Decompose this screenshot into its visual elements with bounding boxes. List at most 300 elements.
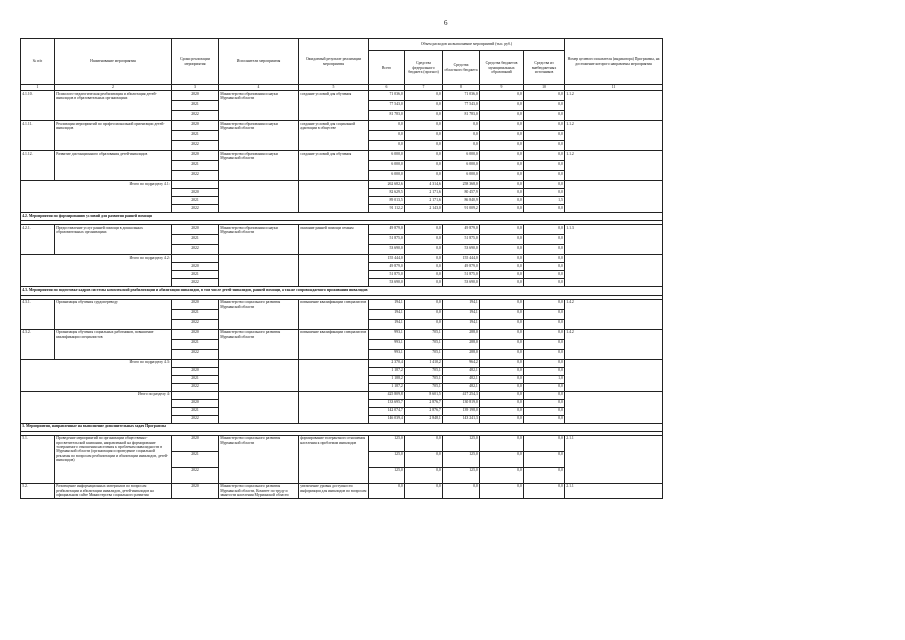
value-regional: 288,0 xyxy=(443,349,480,359)
value-total: 1 187,2 xyxy=(369,367,405,375)
value-regional: 0,0 xyxy=(443,141,480,151)
measure-number: 4.1.11. xyxy=(21,121,55,151)
value-total: 53 690,0 xyxy=(369,279,405,287)
value-federal: 0,0 xyxy=(405,111,443,121)
value-regional: 155 444,0 xyxy=(443,255,480,263)
value-extrabudget: 0,0 xyxy=(524,415,565,423)
value-total: 6 000,0 xyxy=(369,151,405,161)
value-federal: 0,0 xyxy=(405,101,443,111)
value-municipal: 0,0 xyxy=(480,255,524,263)
value-federal: 0,0 xyxy=(405,141,443,151)
value-regional: 6 000,0 xyxy=(443,171,480,181)
section-title: 4.3. Мероприятия по подготовке кадров системы комплексной реабилитации и абилитации инвалидов, в том числе детей-инвалидов, ранней помощи, а также сопровождаемого проживания инвалидов xyxy=(21,287,663,295)
measure-indicator: 1.1.2 xyxy=(565,151,663,181)
value-regional: 51 875,0 xyxy=(443,235,480,245)
header-federal: Средства федерального бюджета (прогноз) xyxy=(405,51,443,85)
value-total: 6 000,0 xyxy=(369,171,405,181)
value-total: 53 690,0 xyxy=(369,245,405,255)
value-extrabudget: 0,0 xyxy=(524,161,565,171)
total-year: 2021 xyxy=(172,375,219,383)
value-federal: 0,0 xyxy=(405,279,443,287)
value-total: 1 188,2 xyxy=(369,375,405,383)
total-year: 2021 xyxy=(172,197,219,205)
column-number: 4 xyxy=(219,85,299,91)
value-federal: 2 848,1 xyxy=(405,415,443,423)
value-extrabudget: 0,0 xyxy=(524,359,565,367)
measure-result: создание условий для обучения xyxy=(299,91,369,121)
value-extrabudget: 0,0 xyxy=(524,483,565,498)
total-row xyxy=(21,359,663,367)
value-total: 49 879,0 xyxy=(369,225,405,235)
value-total: 155 444,0 xyxy=(369,255,405,263)
value-regional: 49 879,0 xyxy=(443,225,480,235)
value-regional: 125,0 xyxy=(443,451,480,467)
page-number: 6 xyxy=(444,19,448,27)
value-municipal: 0,0 xyxy=(480,171,524,181)
header-executor: Исполнители мероприятия xyxy=(219,39,299,85)
value-municipal: 0,0 xyxy=(480,407,524,415)
value-total: 51 875,0 xyxy=(369,271,405,279)
total-year: 2020 xyxy=(172,189,219,197)
value-municipal: 0,0 xyxy=(480,319,524,329)
measure-year: 2021 xyxy=(172,101,219,111)
table-row xyxy=(21,91,663,101)
measure-executor: Министерство социального развития Мурманской области xyxy=(219,329,299,359)
total-year: 2020 xyxy=(172,263,219,271)
measure-year: 2021 xyxy=(172,451,219,467)
measure-indicator: 1.4.2 xyxy=(565,299,663,329)
total-empty xyxy=(299,359,369,391)
total-year: 2022 xyxy=(172,383,219,391)
value-federal: 0,0 xyxy=(405,319,443,329)
value-federal: 0,0 xyxy=(405,245,443,255)
measure-number: 4.1.12. xyxy=(21,151,55,181)
value-municipal: 0,0 xyxy=(480,415,524,423)
value-extrabudget: 0,0 xyxy=(524,349,565,359)
total-year-blank xyxy=(172,255,219,263)
value-municipal: 0,0 xyxy=(480,359,524,367)
section-row xyxy=(21,287,663,295)
value-total: 425 809,8 xyxy=(369,391,405,399)
measure-year: 2022 xyxy=(172,319,219,329)
measure-indicator: 1.1.2 xyxy=(565,91,663,121)
measure-executor: Министерство социального развития Мурманской области xyxy=(219,299,299,329)
measure-result: повышение квалификации специалистов xyxy=(299,329,369,359)
value-regional: 53 690,0 xyxy=(443,245,480,255)
header-name: Наименование мероприятия xyxy=(55,39,172,85)
value-regional: 130 819,0 xyxy=(443,399,480,407)
value-extrabudget: 0,0 xyxy=(524,255,565,263)
table-row xyxy=(21,329,663,339)
total-empty xyxy=(565,181,663,213)
header-num: № п/п xyxy=(21,39,55,85)
measure-year: 2021 xyxy=(172,339,219,349)
value-municipal: 0,0 xyxy=(480,151,524,161)
total-empty xyxy=(299,181,369,213)
value-regional: 288,0 xyxy=(443,339,480,349)
measure-name: Реализация мероприятий по профессиональной ориентации детей-инвалидов xyxy=(55,121,172,151)
column-number: 6 xyxy=(369,85,405,91)
value-extrabudget: 0,0 xyxy=(524,235,565,245)
value-total: 125,0 xyxy=(369,467,405,483)
value-federal: 1 410,2 xyxy=(405,359,443,367)
header-term: Сроки реализации мероприятия xyxy=(172,39,219,85)
value-extrabudget: 0,0 xyxy=(524,383,565,391)
value-municipal: 0,0 xyxy=(480,391,524,399)
value-extrabudget: 0,0 xyxy=(524,101,565,111)
total-empty xyxy=(219,181,299,213)
value-municipal: 0,0 xyxy=(480,111,524,121)
measure-year: 2020 xyxy=(172,151,219,161)
value-total: 6 000,0 xyxy=(369,161,405,171)
value-total: 1 187,2 xyxy=(369,383,405,391)
header-extrabudget: Средства из внебюджетных источников xyxy=(524,51,565,85)
value-regional: 482,1 xyxy=(443,375,480,383)
value-municipal: 0,0 xyxy=(480,121,524,131)
value-total: 91 112,2 xyxy=(369,205,405,213)
value-extrabudget: 0,0 xyxy=(524,329,565,339)
header-volume: Объем расходов на выполнение мероприятий (тыс. руб.) xyxy=(369,39,565,51)
value-municipal: 0,0 xyxy=(480,225,524,235)
value-federal: 0,0 xyxy=(405,131,443,141)
value-federal: 2 171,6 xyxy=(405,197,443,205)
header-municipal: Средства бюджетов муниципальных образований xyxy=(480,51,524,85)
value-federal: 705,1 xyxy=(405,349,443,359)
value-total: 133 695,7 xyxy=(369,399,405,407)
value-regional: 80 457,9 xyxy=(443,189,480,197)
value-federal: 0,0 xyxy=(405,161,443,171)
value-total: 993,1 xyxy=(369,339,405,349)
measure-executor: Министерство образования и науки Мурманской области xyxy=(219,151,299,181)
value-municipal: 0,0 xyxy=(480,101,524,111)
measure-indicator: 2.1.1 xyxy=(565,435,663,483)
value-total: 71 036,0 xyxy=(369,91,405,101)
measure-name: Проведение мероприятий по организации общественно-просветительской кампании, направленной на формирование толерантного отношения населения к проблемам инвалидности в Мурманской области (организация и проведение социальной рекламы по вопросам реабилитации и абилитации инвалидов, детей-инвалидов) xyxy=(55,435,172,483)
value-total: 49 879,0 xyxy=(369,263,405,271)
column-number: 5 xyxy=(299,85,369,91)
table-row xyxy=(21,225,663,235)
value-total: 89 013,5 xyxy=(369,197,405,205)
value-regional: 139 198,0 xyxy=(443,407,480,415)
value-extrabudget: 0,0 xyxy=(524,309,565,319)
value-total: 194,1 xyxy=(369,309,405,319)
value-total: 194,1 xyxy=(369,319,405,329)
measure-executor: Министерство социального развития Мурманской области xyxy=(219,435,299,483)
measure-year: 2020 xyxy=(172,121,219,131)
value-federal: 0,0 xyxy=(405,263,443,271)
value-extrabudget: 0,0 xyxy=(524,407,565,415)
measure-year: 2020 xyxy=(172,483,219,498)
measure-year: 2022 xyxy=(172,111,219,121)
value-regional: 482,1 xyxy=(443,367,480,375)
value-extrabudget: 1,5 xyxy=(524,197,565,205)
total-label: Итого по разделу 4: xyxy=(21,391,172,423)
measure-year: 2021 xyxy=(172,161,219,171)
measure-executor: Министерство образования и науки Мурманской области xyxy=(219,121,299,151)
table-row xyxy=(21,151,663,161)
value-total: 0,0 xyxy=(369,131,405,141)
total-empty xyxy=(565,391,663,423)
value-extrabudget: 0,0 xyxy=(524,451,565,467)
value-regional: 482,1 xyxy=(443,383,480,391)
value-regional: 81 783,0 xyxy=(443,111,480,121)
measure-year: 2022 xyxy=(172,171,219,181)
value-extrabudget: 0,0 xyxy=(524,141,565,151)
value-extrabudget: 0,0 xyxy=(524,131,565,141)
total-empty xyxy=(219,255,299,287)
measure-indicator: 1.1.3 xyxy=(565,225,663,255)
value-federal: 0,0 xyxy=(405,309,443,319)
value-municipal: 0,0 xyxy=(480,375,524,383)
value-regional: 71 036,0 xyxy=(443,91,480,101)
value-total: 51 875,0 xyxy=(369,235,405,245)
value-total: 77 543,0 xyxy=(369,101,405,111)
measure-result: повышение квалификации специалистов xyxy=(299,299,369,329)
value-municipal: 0,0 xyxy=(480,205,524,213)
measure-year: 2020 xyxy=(172,91,219,101)
column-number: 10 xyxy=(524,85,565,91)
value-federal: 0,0 xyxy=(405,235,443,245)
measure-result: увеличение уровня доступности информации для инвалидов по вопросам xyxy=(299,483,369,498)
value-federal: 2 171,6 xyxy=(405,189,443,197)
value-federal: 705,1 xyxy=(405,367,443,375)
column-number: 1 xyxy=(21,85,55,91)
measure-number: 4.2.1. xyxy=(21,225,55,255)
total-year-blank xyxy=(172,359,219,367)
value-federal: 705,1 xyxy=(405,329,443,339)
measure-name: Размещение информационных материалов по вопросам реабилитации и абилитации инвалидов, детей-инвалидов на официальном сайте Министерства социального развития xyxy=(55,483,172,498)
value-extrabudget: 0,0 xyxy=(524,399,565,407)
table-row xyxy=(21,299,663,309)
value-municipal: 0,0 xyxy=(480,271,524,279)
value-regional: 49 879,0 xyxy=(443,263,480,271)
measure-result: формирование толерантного отношения населения к проблемам инвалидов xyxy=(299,435,369,483)
value-extrabudget: 0,0 xyxy=(524,245,565,255)
value-extrabudget: 0,0 xyxy=(524,319,565,329)
measure-result: создание условий для обучения xyxy=(299,151,369,181)
value-federal: 705,1 xyxy=(405,339,443,349)
value-federal: 0,0 xyxy=(405,271,443,279)
value-extrabudget: 0,0 xyxy=(524,299,565,309)
measure-year: 2022 xyxy=(172,467,219,483)
measure-indicator: 1.1.2 xyxy=(565,121,663,151)
header-total: Всего xyxy=(369,51,405,85)
total-year: 2020 xyxy=(172,399,219,407)
value-municipal: 0,0 xyxy=(480,263,524,271)
value-federal: 0,0 xyxy=(405,467,443,483)
value-extrabudget: 1,0 xyxy=(524,375,565,383)
section-row xyxy=(21,213,663,221)
measure-indicator: 2.1.1 xyxy=(565,483,663,498)
value-regional: 258 368,0 xyxy=(443,181,480,189)
value-regional: 194,1 xyxy=(443,309,480,319)
total-label: Итого по подразделу 4.1: xyxy=(21,181,172,213)
value-regional: 0,0 xyxy=(443,121,480,131)
total-year: 2022 xyxy=(172,279,219,287)
value-regional: 194,1 xyxy=(443,319,480,329)
value-municipal: 0,0 xyxy=(480,189,524,197)
value-extrabudget: 0,0 xyxy=(524,279,565,287)
column-number: 8 xyxy=(443,85,480,91)
measure-name: Организация обучения сурдопереводу xyxy=(55,299,172,329)
value-municipal: 0,0 xyxy=(480,91,524,101)
measure-year: 2022 xyxy=(172,141,219,151)
value-total: 194,1 xyxy=(369,299,405,309)
value-extrabudget: 0,0 xyxy=(524,263,565,271)
measure-year: 2020 xyxy=(172,329,219,339)
value-municipal: 0,0 xyxy=(480,131,524,141)
measure-year: 2021 xyxy=(172,235,219,245)
value-regional: 53 690,0 xyxy=(443,279,480,287)
value-total: 0,0 xyxy=(369,483,405,498)
measure-name: Психолого-педагогическая реабилитация и абилитация детей-инвалидов в образовательных организациях xyxy=(55,91,172,121)
total-empty xyxy=(299,391,369,423)
measure-number: 4.3.1. xyxy=(21,299,55,329)
value-total: 82 629,5 xyxy=(369,189,405,197)
column-number: 3 xyxy=(172,85,219,91)
value-total: 0,0 xyxy=(369,121,405,131)
value-municipal: 0,0 xyxy=(480,141,524,151)
value-municipal: 0,0 xyxy=(480,279,524,287)
value-municipal: 0,0 xyxy=(480,197,524,205)
program-measures-table xyxy=(20,38,663,499)
value-regional: 964,2 xyxy=(443,359,480,367)
value-total: 81 783,0 xyxy=(369,111,405,121)
total-label: Итого по подразделу 4.2: xyxy=(21,255,172,287)
value-regional: 143 241,3 xyxy=(443,415,480,423)
header-indicator: Номер целевого показателя (индикатора) Программы, на достижение которого направлены мероприятия xyxy=(565,39,663,85)
total-row xyxy=(21,255,663,263)
measure-executor: Министерство образования и науки Мурманской области xyxy=(219,91,299,121)
total-empty xyxy=(219,359,299,391)
value-regional: 125,0 xyxy=(443,435,480,451)
measure-year: 2022 xyxy=(172,349,219,359)
value-municipal: 0,0 xyxy=(480,329,524,339)
value-federal: 0,0 xyxy=(405,255,443,263)
value-federal: 0,0 xyxy=(405,121,443,131)
value-municipal: 0,0 xyxy=(480,245,524,255)
measure-number: 5.2. xyxy=(21,483,55,498)
value-extrabudget: 0,0 xyxy=(524,171,565,181)
column-number: 11 xyxy=(565,85,663,91)
total-empty xyxy=(565,255,663,287)
total-row xyxy=(21,181,663,189)
measure-number: 4.3.2. xyxy=(21,329,55,359)
value-municipal: 0,0 xyxy=(480,399,524,407)
value-regional: 0,0 xyxy=(443,483,480,498)
value-federal: 2 143,0 xyxy=(405,205,443,213)
value-extrabudget: 0,0 xyxy=(524,121,565,131)
value-total: 993,1 xyxy=(369,349,405,359)
value-regional: 91 009,2 xyxy=(443,205,480,213)
value-total: 125,0 xyxy=(369,435,405,451)
total-year-blank xyxy=(172,181,219,189)
value-federal: 0,0 xyxy=(405,91,443,101)
measure-year: 2020 xyxy=(172,225,219,235)
value-total: 125,0 xyxy=(369,451,405,467)
total-row xyxy=(21,391,663,399)
value-municipal: 0,0 xyxy=(480,367,524,375)
value-federal: 2 876,7 xyxy=(405,407,443,415)
measure-name: Развитие дистанционного образования детей-инвалидов xyxy=(55,151,172,181)
value-municipal: 0,0 xyxy=(480,161,524,171)
total-year: 2022 xyxy=(172,205,219,213)
value-federal: 705,1 xyxy=(405,383,443,391)
measure-name: Организация обучения социальных работников, повышение квалификации специалистов xyxy=(55,329,172,359)
value-extrabudget: 0,0 xyxy=(524,225,565,235)
value-total: 2 370,4 xyxy=(369,359,405,367)
value-extrabudget: 0,0 xyxy=(524,205,565,213)
value-federal: 0,0 xyxy=(405,225,443,235)
measure-executor: Министерство социального развития Мурманской области, Комитет по труду и занятости населения Мурманской области xyxy=(219,483,299,498)
column-number: 9 xyxy=(480,85,524,91)
measure-year: 2021 xyxy=(172,309,219,319)
value-federal: 0,0 xyxy=(405,435,443,451)
section-row xyxy=(21,423,663,431)
total-empty xyxy=(299,255,369,287)
measure-year: 2020 xyxy=(172,299,219,309)
total-empty xyxy=(219,391,299,423)
value-extrabudget: 0,0 xyxy=(524,111,565,121)
value-regional: 6 000,0 xyxy=(443,161,480,171)
value-federal: 0,0 xyxy=(405,151,443,161)
table-row xyxy=(21,121,663,131)
value-total: 262 682,6 xyxy=(369,181,405,189)
value-regional: 125,0 xyxy=(443,467,480,483)
value-federal: 0,0 xyxy=(405,171,443,181)
value-regional: 86 840,9 xyxy=(443,197,480,205)
value-regional: 51 875,0 xyxy=(443,271,480,279)
value-municipal: 0,0 xyxy=(480,235,524,245)
value-federal: 705,1 xyxy=(405,375,443,383)
value-extrabudget: 0,0 xyxy=(524,189,565,197)
measure-result: создание условий для социальной адаптации в обществе xyxy=(299,121,369,151)
value-extrabudget: 0,0 xyxy=(524,391,565,399)
column-number: 2 xyxy=(55,85,172,91)
value-federal: 4 314,6 xyxy=(405,181,443,189)
value-extrabudget: 0,0 xyxy=(524,151,565,161)
measure-year: 2020 xyxy=(172,435,219,451)
section-title: 4.2. Мероприятия по формированию условий для развития ранней помощи xyxy=(21,213,663,221)
total-year: 2021 xyxy=(172,271,219,279)
value-municipal: 0,0 xyxy=(480,483,524,498)
total-empty xyxy=(565,359,663,391)
measure-year: 2021 xyxy=(172,131,219,141)
value-municipal: 0,0 xyxy=(480,309,524,319)
value-total: 146 039,4 xyxy=(369,415,405,423)
value-extrabudget: 0,0 xyxy=(524,339,565,349)
measure-number: 4.1.10. xyxy=(21,91,55,121)
measure-indicator: 1.4.2 xyxy=(565,329,663,359)
value-municipal: 0,0 xyxy=(480,349,524,359)
value-regional: 6 000,0 xyxy=(443,151,480,161)
header-result: Ожидаемый результат реализации мероприятия xyxy=(299,39,369,85)
value-extrabudget: 0,0 xyxy=(524,367,565,375)
value-extrabudget: 0,0 xyxy=(524,435,565,451)
table-row xyxy=(21,435,663,451)
value-federal: 0,0 xyxy=(405,483,443,498)
total-label: Итого по подразделу 4.3: xyxy=(21,359,172,391)
value-extrabudget: 0,0 xyxy=(524,181,565,189)
value-municipal: 0,0 xyxy=(480,435,524,451)
value-regional: 77 543,0 xyxy=(443,101,480,111)
total-year: 2020 xyxy=(172,367,219,375)
measure-number: 5.1. xyxy=(21,435,55,483)
value-extrabudget: 0,0 xyxy=(524,91,565,101)
value-regional: 0,0 xyxy=(443,131,480,141)
value-federal: 0,0 xyxy=(405,299,443,309)
total-year: 2022 xyxy=(172,415,219,423)
